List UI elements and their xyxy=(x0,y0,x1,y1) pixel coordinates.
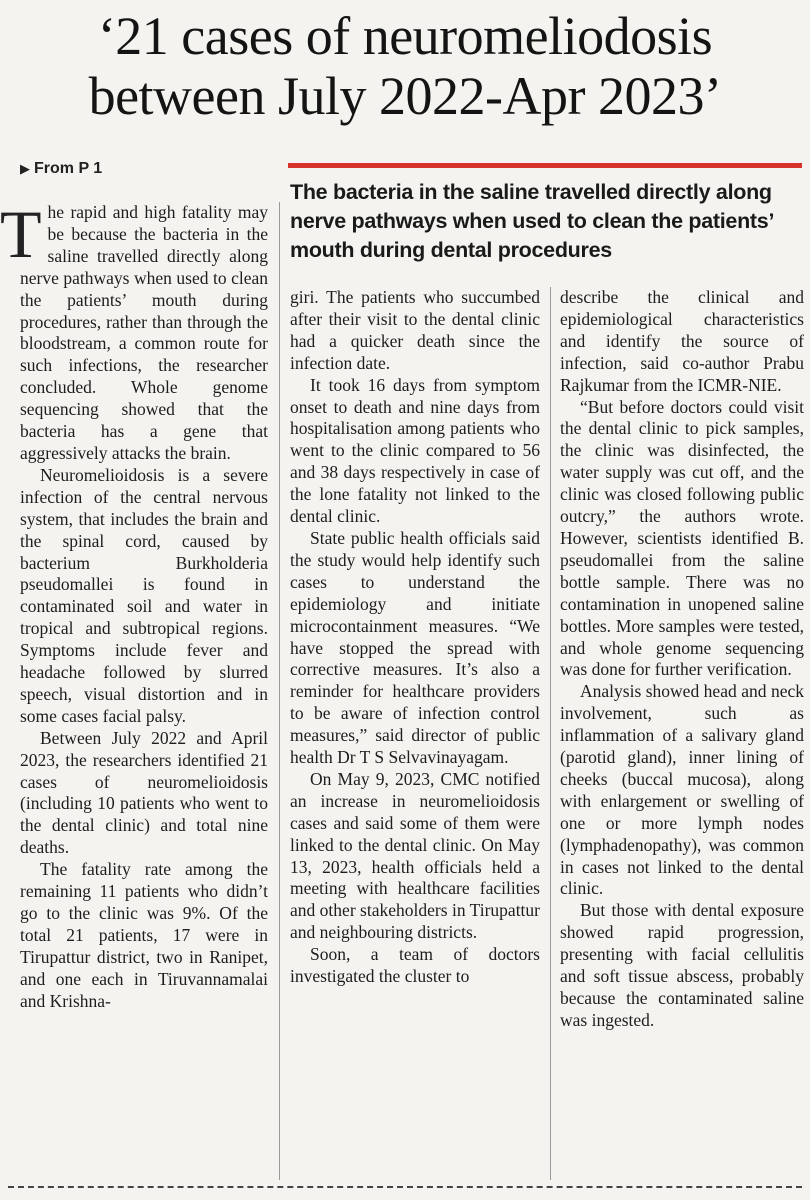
paragraph: But those with dental exposure showed rapid progression, presenting with facial cellulitis and soft tissue abscess, probably because the contaminated saline was ingested. xyxy=(560,900,804,1030)
paragraph: Soon, a team of doctors investigated the cluster to xyxy=(290,944,540,987)
play-triangle-icon: ▶ xyxy=(20,161,30,176)
paragraph: It took 16 days from symptom onset to death and nine days from hospitalisation among patients who went to the clinic compared to 56 and 38 days respectively in case of the lone fatality not linked to the dental clinic. xyxy=(290,374,540,527)
drop-cap: T xyxy=(0,196,42,272)
article-column-1 xyxy=(0,196,268,1013)
deck-subheadline: The bacteria in the saline travelled directly along nerve pathways when used to clean the patients’ mouth during dental procedures xyxy=(290,180,773,262)
paragraph: On May 9, 2023, CMC notified an increase in neuromelioidosis cases and said some of them were linked to the dental clinic. On May 13, 2023, health officials held a meeting with healthcare facilities and other stakeholders in Tirupattur and neighbouring districts. xyxy=(290,768,540,943)
headline-line-2: between July 2022-Apr 2023’ xyxy=(88,66,722,126)
accent-rule xyxy=(288,163,802,168)
headline xyxy=(0,6,810,126)
paragraph: The fatality rate among the remaining 11 patients who didn’t go to the clinic was 9%. Of the total 21 patients, 17 were in Tirupattur district, two in Ranipet, and one each in Tiruvannamalai and Krishna- xyxy=(20,859,268,1011)
paragraph: State public health officials said the study would help identify such cases to understand the epidemiology and initiate microcontainment measures. “We have stopped the spread with corrective measures. It’s also a reminder for healthcare providers to be aware of infection control measures,” said director of public health Dr T S Selvavinayagam. xyxy=(290,527,540,768)
paragraph: Neuromelioidosis is a severe infection of the central nervous system, that includes the brain and the spinal cord, caused by bacterium Burkholderia pseudomallei is found in contaminated soil and water in tropical and subtropical regions. Symptoms include fever and headache followed by slurred speech, visual distortion and in some cases facial palsy. xyxy=(20,464,268,726)
article-column-3 xyxy=(560,287,804,1032)
paragraph: describe the clinical and epidemiological characteristics and identify the source of infection, said co-author Prabu Rajkumar from the ICMR-NIE. xyxy=(560,287,804,395)
cut-line xyxy=(8,1186,802,1188)
from-page-text: From P 1 xyxy=(34,160,103,177)
paragraph: Between July 2022 and April 2023, the researchers identified 21 cases of neuromelioidosis (including 10 patients who went to the dental clinic) and total nine deaths. xyxy=(20,727,268,858)
paragraph: Analysis showed head and neck involvement, such as inflammation of a salivary gland (parotid gland), inner lining of cheeks (buccal mucosa), along with enlargement or swelling of one or more lymph nodes (lymphadenopathy), was common in cases not linked to the dental clinic. xyxy=(560,681,804,899)
continuation-label xyxy=(20,160,102,178)
paragraph: The rapid and high fatality may be because the bacteria in the saline travelled directly along nerve pathways when used to clean the patients’ mouth during procedures, rather than through the bloodstream, a common route for such infections, the researcher concluded. Whole genome sequencing showed that the bacteria has a gene that aggressively attacks the brain. xyxy=(0,196,268,463)
article-column-2 xyxy=(290,287,540,988)
column-divider xyxy=(550,287,551,1180)
column-divider xyxy=(279,202,280,1180)
paragraph: giri. The patients who succumbed after their visit to the dental clinic had a quicker death since the infection date. xyxy=(290,287,540,373)
paragraph: “But before doctors could visit the dental clinic to pick samples, the clinic was disinfected, the water supply was cut off, and the clinic was closed following public outcry,” the authors wrote. However, scientists identified B. pseudomallei from the saline bottle sample. There was no contamination in unopened saline bottles. More samples were tested, and whole genome sequencing was done for further verification. xyxy=(560,396,804,680)
headline-line-1: ‘21 cases of neuromeliodosis xyxy=(97,6,713,66)
